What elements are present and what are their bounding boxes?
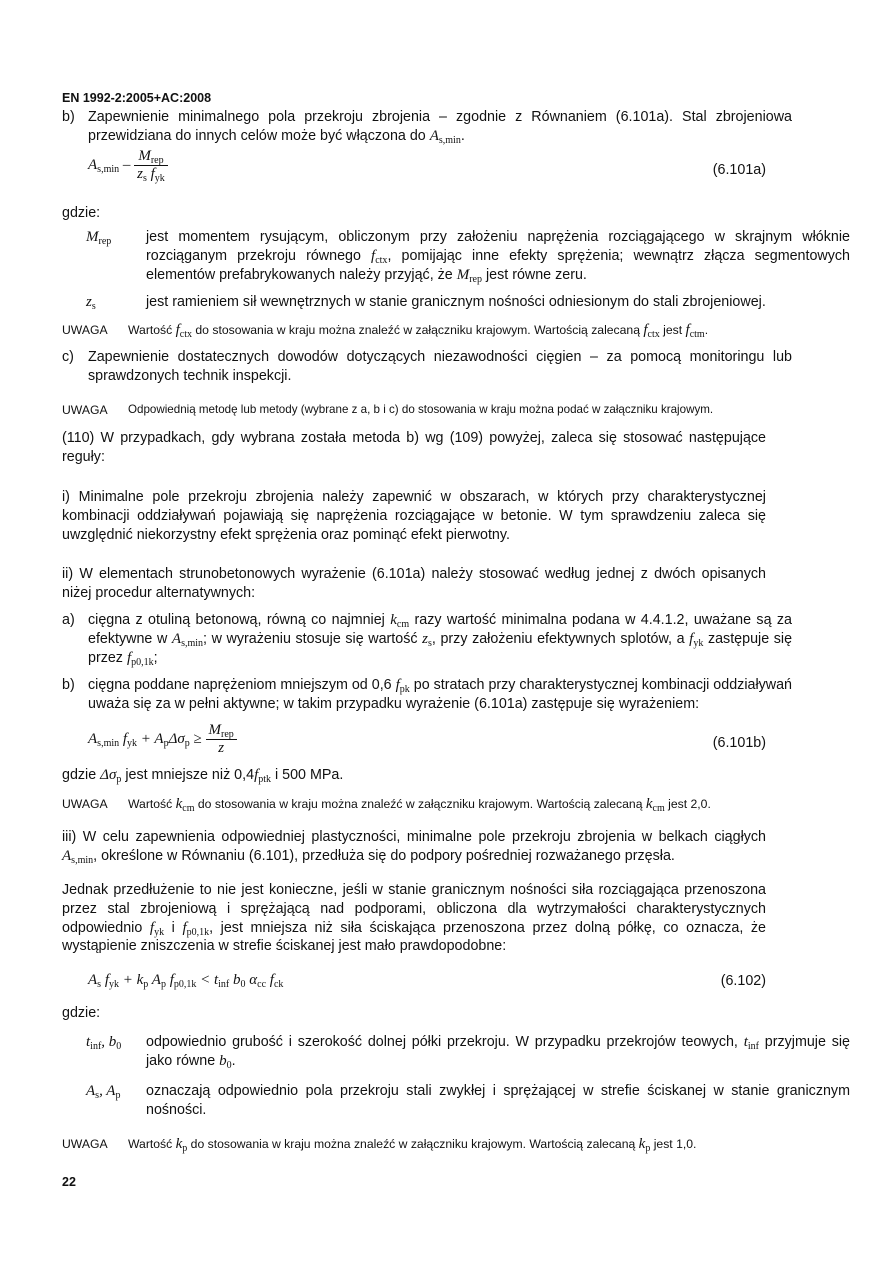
math-symbol: [422, 631, 432, 647]
math-symbol: [254, 767, 271, 783]
text-run: Wartość: [128, 1137, 176, 1151]
math-run: A: [88, 972, 98, 988]
math-subscript: p: [115, 1090, 121, 1101]
item-text: [88, 109, 792, 144]
symbol-subscript: cm: [396, 619, 410, 630]
math-subscript: cc: [257, 979, 267, 990]
text-run: i: [164, 919, 183, 936]
symbol-subscript: s,min: [438, 134, 461, 146]
numerator: [206, 722, 237, 740]
symbol-subscript: cm: [182, 803, 195, 814]
text-run: , pomijając inne efekty sprężenia; wewnątrz złącza segmentowych elementów prefabrykowanych należy przyjąć, że: [146, 247, 851, 283]
math-symbol: [686, 322, 705, 338]
math-run: f: [165, 972, 174, 988]
text-run: Jednak przedłużenie to nie jest konieczne, jeśli w stanie granicznym nośności siła rozciągająca przenoszona przez stal zbrojeniową i sprężającą nad podporami, obliczona dla wytrzymałości charakterystycznych odpowiednio: [62, 882, 766, 936]
symbol-subscript: ctm: [689, 329, 705, 340]
text-run: jest 1,0.: [650, 1137, 697, 1151]
math-subscript: yk: [154, 173, 165, 184]
math-subscript: yk: [109, 979, 119, 990]
item-b-minimum-reinforcement: [62, 108, 792, 146]
item-label: b): [62, 109, 75, 125]
symbol-base: k: [645, 796, 653, 812]
where-label: gdzie:: [62, 1005, 101, 1021]
text-run: i 500 MPa.: [271, 767, 344, 783]
math-subscript: yk: [127, 737, 138, 749]
symbol-base: f: [689, 630, 694, 647]
math-symbol: [396, 677, 410, 693]
math-run: , b: [101, 1034, 117, 1050]
symbol-subscript: ctx: [179, 329, 193, 340]
text-run: ; w wyrażeniu stosuje się wartość: [203, 630, 423, 647]
math-subscript: s,min: [97, 163, 120, 175]
text-run: , przy założeniu efektywnych splotów, a: [431, 630, 690, 647]
paragraph-iii: [62, 828, 766, 866]
text-run: gdzie: [62, 767, 101, 783]
symbol-base: b: [219, 1052, 227, 1069]
note-2: [62, 401, 766, 420]
text-run: iii) W celu zapewnienia odpowiedniej plastyczności, minimalne pole przekroju zbrojenia w belkach ciągłych: [62, 829, 766, 845]
equation-6-101b: [88, 722, 237, 757]
math-subscript: p: [184, 737, 190, 749]
text-run: jest: [659, 323, 686, 337]
math-symbol: [176, 796, 195, 812]
text-run: jest mniejsze niż 0,4: [121, 767, 255, 783]
text-run: Wartość: [128, 797, 176, 811]
equation-6-102: [88, 972, 283, 989]
math-subscript: ck: [273, 979, 284, 990]
paragraph-however: [62, 881, 766, 956]
math-subscript: s: [142, 173, 147, 184]
math-symbol: [176, 1136, 188, 1152]
symbol-subscript: p: [645, 1143, 651, 1154]
math-run: b: [229, 972, 241, 988]
math-run: + k: [119, 972, 144, 988]
numerator: [134, 148, 168, 166]
symbol: [86, 1033, 121, 1052]
math-subscript: rep: [98, 236, 112, 247]
math-symbol: [371, 248, 387, 264]
text-run: oznaczają odpowiednio pola przekroju stali zwykłej i sprężającej w strefie ściskanej w stanie granicznym nośności.: [146, 1083, 850, 1118]
symbol-base: f: [175, 322, 180, 338]
equation-lhs: [88, 157, 134, 173]
math-symbol: [744, 1034, 759, 1050]
symbol-subscript: rep: [469, 273, 482, 285]
definition-zs: [62, 293, 850, 312]
math-run: z: [86, 294, 92, 310]
item-text: [88, 349, 792, 384]
symbol-base: A: [429, 127, 439, 144]
math-symbol: [219, 1053, 232, 1069]
symbol-subscript: 0: [226, 1059, 232, 1071]
document-header: EN 1992-2:2005+AC:2008: [62, 91, 212, 105]
definition-text: [146, 1083, 850, 1118]
math-symbol: [127, 650, 154, 666]
symbol-subscript: cm: [652, 803, 665, 814]
symbol-subscript: s: [427, 637, 432, 649]
math-symbol: [646, 796, 665, 812]
math-run: M: [208, 722, 221, 738]
equation-number: (6.101a): [712, 162, 766, 178]
text-run: cięgna poddane naprężeniom mniejszym od 0,6: [88, 677, 396, 693]
symbol-subscript: p: [182, 1143, 188, 1154]
equation-number: (6.102): [720, 973, 766, 989]
definition-as-ap: [62, 1082, 850, 1120]
text-run: do stosowania w kraju można znaleźć w załączniku krajowym. Wartością zalecaną: [187, 1137, 639, 1151]
definition-text: [146, 229, 850, 283]
symbol-subscript: ctx: [647, 329, 660, 340]
symbol: [86, 293, 96, 312]
symbol-base: f: [149, 919, 155, 936]
text-run: razy wartość minimalna podana w 4.4.1.2, uważane są za efektywne w: [88, 612, 792, 647]
symbol-base: M: [456, 266, 470, 283]
symbol: [86, 228, 111, 247]
symbol-subscript: ptk: [258, 774, 272, 785]
math-run: M: [86, 229, 99, 245]
fraction: [206, 722, 237, 757]
fraction: [134, 148, 168, 183]
item-label: c): [62, 349, 74, 365]
paragraph-i: [62, 488, 766, 544]
math-symbol: [182, 920, 209, 936]
math-run: , A: [99, 1083, 116, 1099]
item-label: b): [62, 677, 75, 693]
math-run: Δσ: [168, 730, 185, 747]
math-subscript: inf: [90, 1041, 102, 1052]
page-number: 22: [62, 1175, 76, 1189]
note-label: UWAGA: [62, 1137, 108, 1151]
text-run: (110) W przypadkach, gdy wybrana została metoda b) wg (109) powyżej, zaleca się stosować następujące reguły:: [62, 430, 766, 465]
item-a-bonded-tendons: [62, 611, 792, 667]
math-symbol: [390, 612, 409, 628]
note-text: [62, 401, 766, 420]
note-label: UWAGA: [62, 797, 108, 811]
text-run: .: [704, 323, 709, 337]
math-symbol: [172, 631, 203, 647]
text-run: Zapewnienie dostatecznych dowodów dotyczących niezawodności cięgien – za pomocą monitoringu lub sprawdzonych technik inspekcji.: [88, 349, 792, 384]
where-delta-sigma: [62, 766, 766, 785]
symbol-subscript: p0,1k: [186, 926, 210, 938]
math-run: A: [148, 972, 161, 988]
text-run: Odpowiednią metodę lub metody (wybrane z a, b i c) do stosowania w kraju można podać w załączniku krajowym.: [128, 403, 714, 416]
symbol-subscript: yk: [693, 637, 704, 649]
math-run: A: [88, 156, 98, 173]
math-subscript: p: [160, 979, 166, 990]
equation-lhs: [88, 731, 206, 747]
math-symbol: [643, 322, 659, 338]
symbol-subscript: inf: [747, 1041, 759, 1052]
math-run: + A: [137, 730, 164, 747]
definition-text: [146, 1034, 850, 1069]
text-run: , określone w Równaniu (6.101), przedłuża się do podpory pośredniej rozważanego przęsła.: [93, 847, 675, 864]
text-run: Zapewnienie minimalnego pola przekroju zbrojenia – zgodnie z Równaniem (6.101a). Stal zbrojeniowa przewidziana do innych celów może być włączona do: [88, 109, 792, 144]
symbol-base: f: [643, 322, 648, 338]
text-run: do stosowania w kraju można znaleźć w załączniku krajowym. Wartością zalecaną: [192, 323, 644, 337]
math-subscript: 0: [240, 979, 246, 990]
definition-mrep: [62, 228, 850, 284]
symbol-base: f: [126, 649, 132, 666]
text-run: Wartość: [128, 323, 176, 337]
math-subscript: rep: [221, 729, 234, 740]
text-run: ;: [153, 649, 158, 666]
math-run: < t: [196, 972, 219, 988]
note-text: [62, 1135, 766, 1154]
equation-number: (6.101b): [712, 735, 766, 751]
paragraph-ii: [62, 565, 766, 603]
text-run: zastępuje się przez: [88, 630, 793, 666]
symbol-base: f: [182, 919, 187, 936]
math-symbol: [689, 631, 703, 647]
symbol-base: k: [175, 796, 183, 812]
symbol-base: z: [422, 630, 428, 647]
math-subscript: s: [97, 979, 102, 990]
note-1: [62, 321, 766, 340]
math-symbol: [100, 767, 121, 783]
math-run: z: [218, 740, 225, 756]
note-text: [62, 321, 766, 340]
math-run: –: [119, 156, 135, 173]
math-run: t: [86, 1034, 91, 1050]
text-run: ii) W elementach strunobetonowych wyrażenie (6.101a) należy stosować według jednej z dwóch opisanych niżej procedur alternatywnych:: [62, 566, 766, 601]
symbol-base: A: [62, 847, 72, 864]
note-4: [62, 1135, 766, 1154]
symbol-subscript: p0,1k: [131, 656, 154, 668]
math-run: f: [266, 972, 274, 988]
text-run: cięgna z otuliną betonową, równą co najmniej: [88, 612, 391, 628]
math-subscript: 0: [116, 1041, 122, 1052]
item-b-active-tendons: [62, 676, 792, 714]
note-text: [62, 795, 766, 814]
text-run: przyjmuje się jako równe: [146, 1034, 850, 1069]
symbol-base: A: [171, 630, 182, 647]
symbol-base: f: [685, 322, 690, 338]
text-run: jest ramieniem sił wewnętrznych w stanie granicznym nośności odniesionym do stali zbrojeniowej.: [146, 294, 766, 310]
math-subscript: p0,1k: [173, 979, 197, 990]
item-c-tendon-reliability: [62, 348, 792, 386]
math-run: M: [138, 148, 151, 164]
symbol-base: k: [390, 612, 397, 628]
math-subscript: s,min: [97, 737, 120, 749]
math-run: f: [101, 972, 109, 988]
symbol-base: Δσ: [100, 767, 117, 783]
text-run: .: [460, 127, 465, 144]
math-run: f: [119, 730, 128, 747]
item-text: [88, 612, 792, 666]
symbol: [86, 1082, 120, 1101]
symbol-subscript: s,min: [181, 637, 204, 649]
symbol-subscript: p: [116, 774, 122, 785]
text-run: do stosowania w kraju można znaleźć w załączniku krajowym. Wartością zalecaną: [194, 797, 646, 811]
math-run: f: [146, 166, 155, 182]
symbol-base: f: [254, 767, 259, 783]
text-run: .: [231, 1052, 236, 1069]
math-subscript: p: [143, 979, 149, 990]
symbol-base: k: [638, 1136, 646, 1152]
symbol-subscript: yk: [154, 926, 165, 938]
math-run: α: [245, 972, 258, 988]
symbol-subscript: s,min: [71, 854, 94, 866]
symbol-base: t: [743, 1034, 748, 1050]
text-run: , jest mniejsza niż siła ściskająca przenoszona przez dolną półkę, co oznacza, że wystąpienie zniszczenia w strefie ściskanej jest mało prawdopodobne:: [62, 919, 766, 955]
item-text: [88, 677, 792, 712]
text-run: jest równe zeru.: [482, 266, 587, 283]
where-label: gdzie:: [62, 205, 101, 221]
math-symbol: [150, 920, 164, 936]
math-subscript: s: [95, 1090, 100, 1101]
definition-text: [146, 294, 766, 310]
text-run: odpowiednio grubość i szerokość dolnej półki przekroju. W przypadku przekrojów teowych,: [146, 1034, 744, 1050]
symbol-subscript: ctx: [375, 254, 388, 266]
math-subscript: p: [163, 737, 169, 749]
symbol-base: k: [175, 1136, 183, 1152]
definition-tinf-b0: [62, 1033, 850, 1071]
text-run: i) Minimalne pole przekroju zbrojenia należy zapewnić w obszarach, w których przy charakterystycznej kombinacji oddziaływań pojawiają się naprężenia rozciągające w betonie. W tym sprawdzeniu zaleca się uwzględnić niekorzystny efekt sprężenia oraz pominąć efekt pierwotny.: [62, 489, 766, 543]
math-symbol: [62, 848, 93, 864]
symbol-subscript: pk: [399, 684, 410, 695]
symbol-base: f: [395, 677, 400, 693]
math-run: A: [88, 730, 98, 747]
math-run: ≥: [189, 730, 206, 747]
text-run: jest 2,0.: [664, 797, 711, 811]
denominator: [206, 740, 237, 757]
note-label: UWAGA: [62, 323, 108, 337]
paragraph-110: [62, 429, 766, 467]
math-subscript: inf: [218, 979, 230, 990]
math-symbol: [430, 128, 461, 144]
math-run: A: [86, 1083, 96, 1099]
text-run: jest momentem rysującym, obliczonym przy założeniu naprężenia rozciągającego w skrajnym włóknie rozciąganym przekroju równego: [146, 229, 850, 264]
note-label: UWAGA: [62, 403, 108, 417]
math-subscript: rep: [150, 155, 164, 166]
text-run: po stratach przy charakterystycznej kombinacji oddziaływań uważa się za w pełni aktywne; w takim przypadku wyrażenie (6.101a) zastępuje się wyrażeniem:: [88, 677, 792, 712]
equation-6-101a: [88, 148, 168, 183]
math-run: z: [137, 166, 143, 182]
item-label: a): [62, 612, 75, 628]
math-symbol: [457, 267, 482, 283]
note-3: [62, 795, 766, 814]
math-symbol: [639, 1136, 651, 1152]
math-symbol: [176, 322, 192, 338]
symbol-base: f: [371, 247, 376, 264]
denominator: [134, 166, 168, 183]
math-subscript: s: [91, 301, 96, 312]
